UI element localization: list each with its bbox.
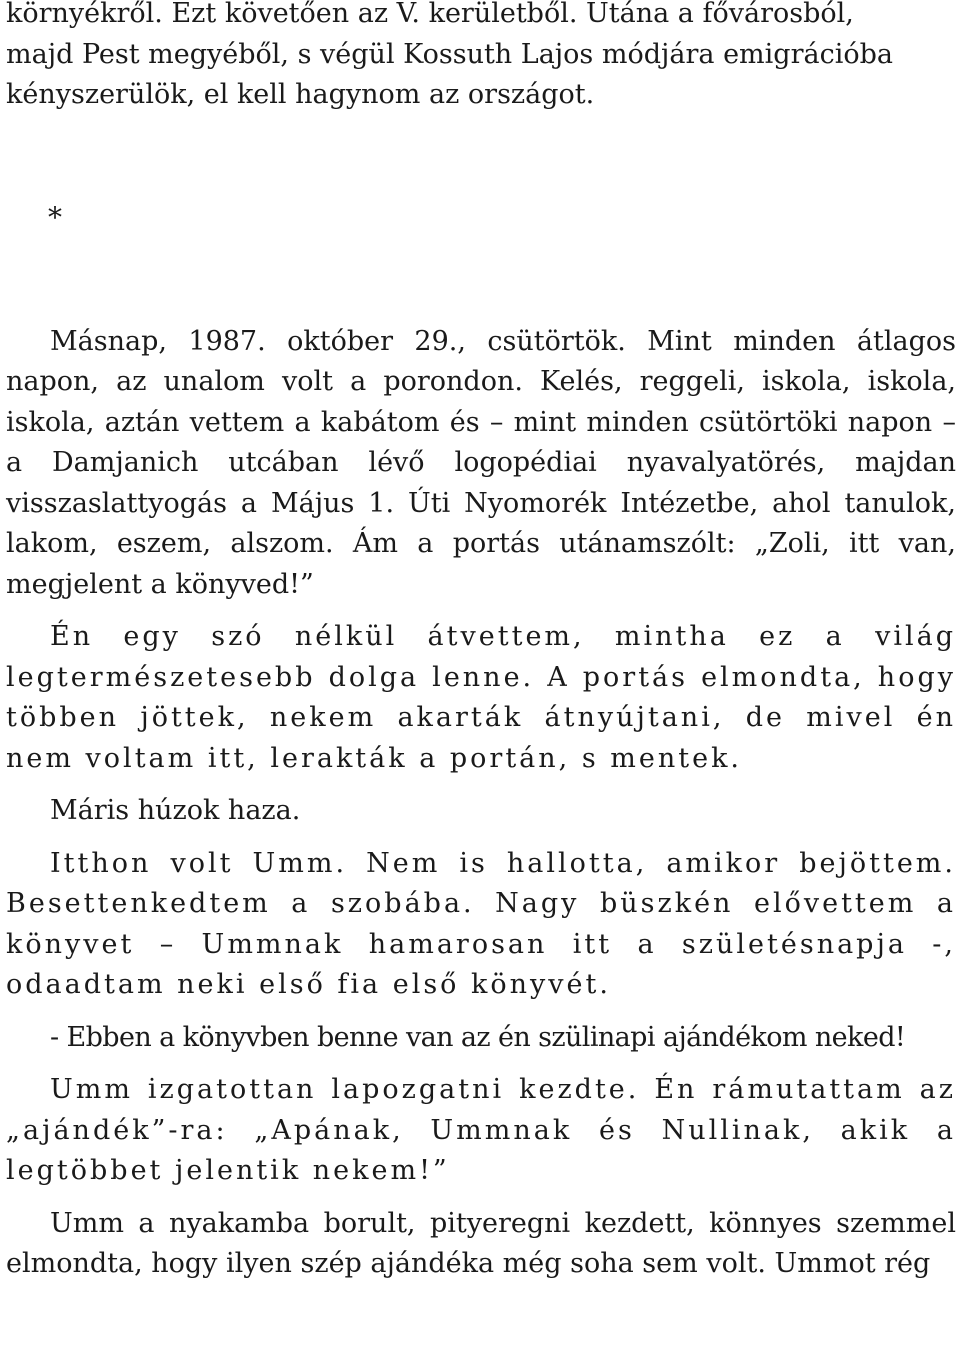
intro-paragraph — [0, 0, 960, 116]
paragraph-text: Másnap, 1987. október 29., csütörtök. Mint minden átlagos napon, az unalom volt a porondon. Kelés, reggeli, iskola, iskola, iskola, aztán vettem a kabátom és – mint minden csütörtöki napon – a Damjanich utcában lévő logopédiai nyavalyatörés, majdan visszaslattyogás a Május 1. Úti Nyomorék Intézetbe, ahol tanulok, lakom, eszem, alszom. Ám a portás utánamszólt: „Zoli, itt van, megjelent a könyved!” — [6, 325, 956, 600]
paragraph-itthon — [0, 844, 960, 1006]
paragraph-text: - Ebben a könyvben benne van az én szülinapi ajándékom neked! — [50, 1021, 906, 1053]
paragraph-lapozgatni — [0, 1070, 960, 1192]
paragraph-masnap — [0, 322, 960, 606]
paragraph-text: Én egy szó nélkül átvettem, mintha ez a világ legtermészetesebb dolga lenne. A portás elmondta, hogy többen jöttek, nekem akarták átnyújtani, de mivel én nem voltam itt, lerakták a portán, s mentek. — [6, 621, 956, 774]
text-line: kényszerülök, el kell hagynom az országot. — [6, 79, 595, 110]
paragraph-maris — [0, 791, 960, 832]
text-line: majd Pest megyéből, s végül Kossuth Lajos módjára emigrációba — [6, 38, 893, 70]
paragraph-text: Umm a nyakamba borult, pityeregni kezdett, könnyes szemmel elmondta, hogy ilyen szép ajándéka még soha sem volt. Ummot rég — [6, 1207, 956, 1279]
paragraph-en-egy-szo — [0, 617, 960, 779]
paragraph-text: Umm izgatottan lapozgatni kezdte. Én rámutattam az „ajándék”-ra: „Apának, Ummnak és Nullinak, akik a legtöbbet jelentik nekem!” — [6, 1074, 956, 1186]
paragraph-nyakamba — [0, 1204, 960, 1285]
section-separator: * — [48, 200, 62, 234]
paragraph-dialogue — [0, 1018, 960, 1059]
paragraph-text: Máris húzok haza. — [50, 795, 301, 826]
text-line: környékről. Ezt követően az V. kerületből. Utána a fővárosból, — [6, 0, 854, 29]
paragraph-text: Itthon volt Umm. Nem is hallotta, amikor bejöttem. Besettenkedtem a szobába. Nagy büszkén elővettem a könyvet – Ummnak hamarosan itt a születésnapja -, odaadtam neki első fia első könyvét. — [6, 847, 956, 1000]
